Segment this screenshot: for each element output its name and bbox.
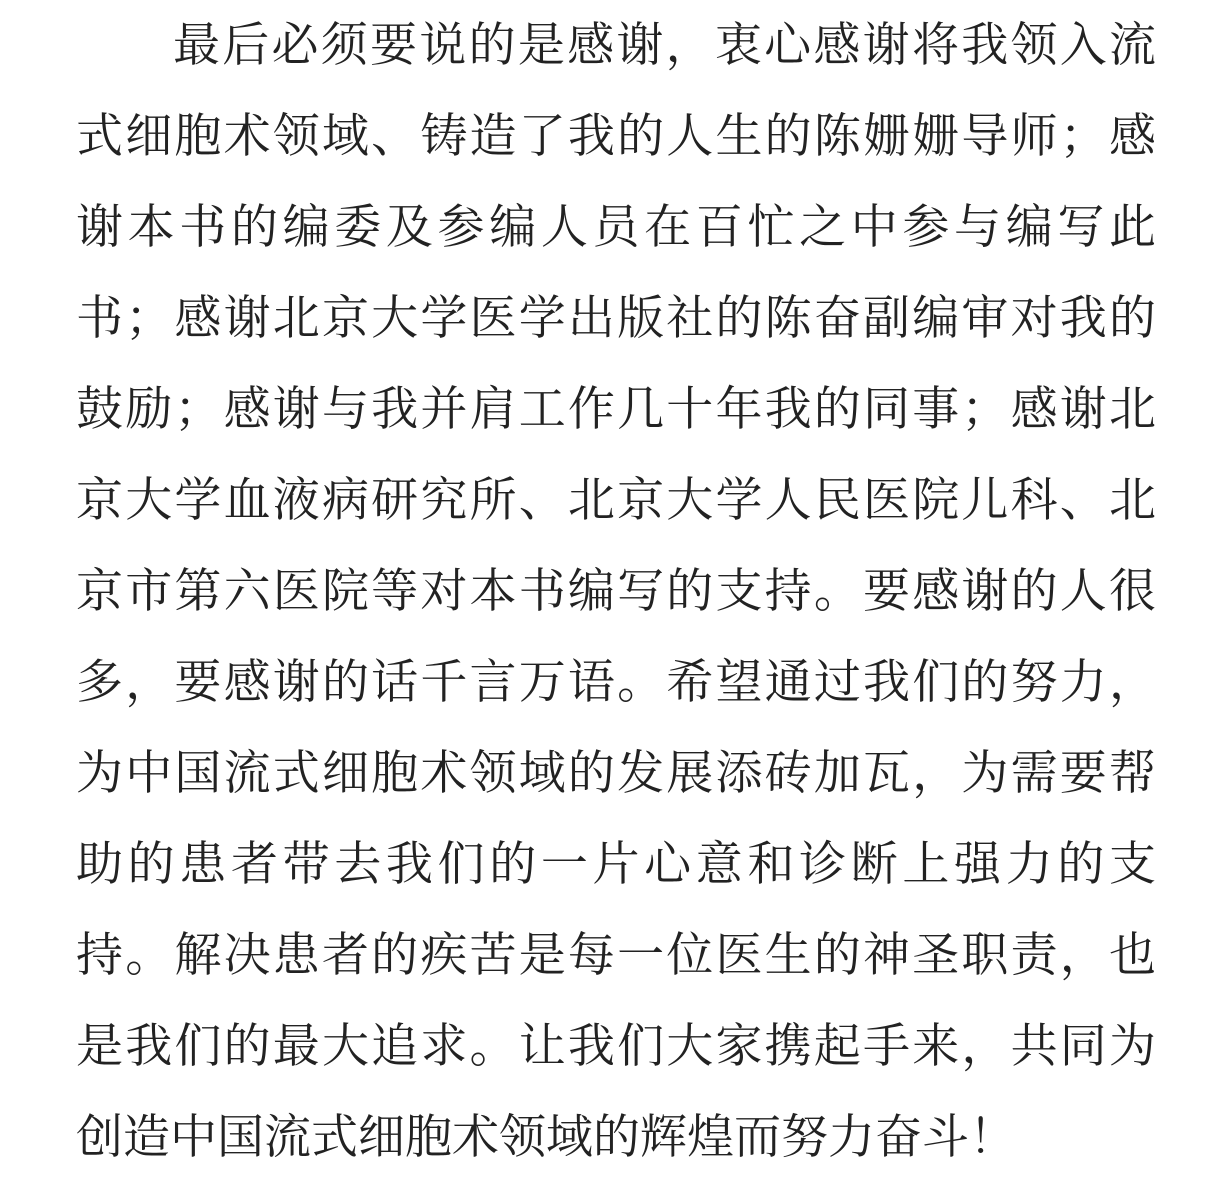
text-line-10: 助的患者带去我们的一片心意和诊断上强力的支 — [76, 837, 1156, 892]
acknowledgement-paragraph — [76, 0, 1156, 1183]
text-line-6: 京大学血液病研究所、北京大学人民医院儿科、北 — [76, 473, 1156, 528]
text-line-11: 持。解决患者的疾苦是每一位医生的神圣职责，也 — [76, 928, 1156, 983]
text-line-9: 为中国流式细胞术领域的发展添砖加瓦，为需要帮 — [76, 746, 1156, 801]
text-line-1: 最后必须要说的是感谢，衷心感谢将我领入流 — [173, 18, 1156, 73]
text-line-8: 多，要感谢的话千言万语。希望通过我们的努力， — [76, 655, 1156, 710]
text-line-3: 谢本书的编委及参编人员在百忙之中参与编写此 — [76, 200, 1156, 255]
text-line-7: 京市第六医院等对本书编写的支持。要感谢的人很 — [76, 564, 1156, 619]
text-line-12: 是我们的最大追求。让我们大家携起手来，共同为 — [76, 1019, 1156, 1074]
text-line-4: 书；感谢北京大学医学出版社的陈奋副编审对我的 — [76, 291, 1156, 346]
text-line-2: 式细胞术领域、铸造了我的人生的陈姗姗导师；感 — [76, 109, 1156, 164]
text-line-13: 创造中国流式细胞术领域的辉煌而努力奋斗！ — [76, 1110, 1016, 1165]
text-line-5: 鼓励；感谢与我并肩工作几十年我的同事；感谢北 — [76, 382, 1156, 437]
